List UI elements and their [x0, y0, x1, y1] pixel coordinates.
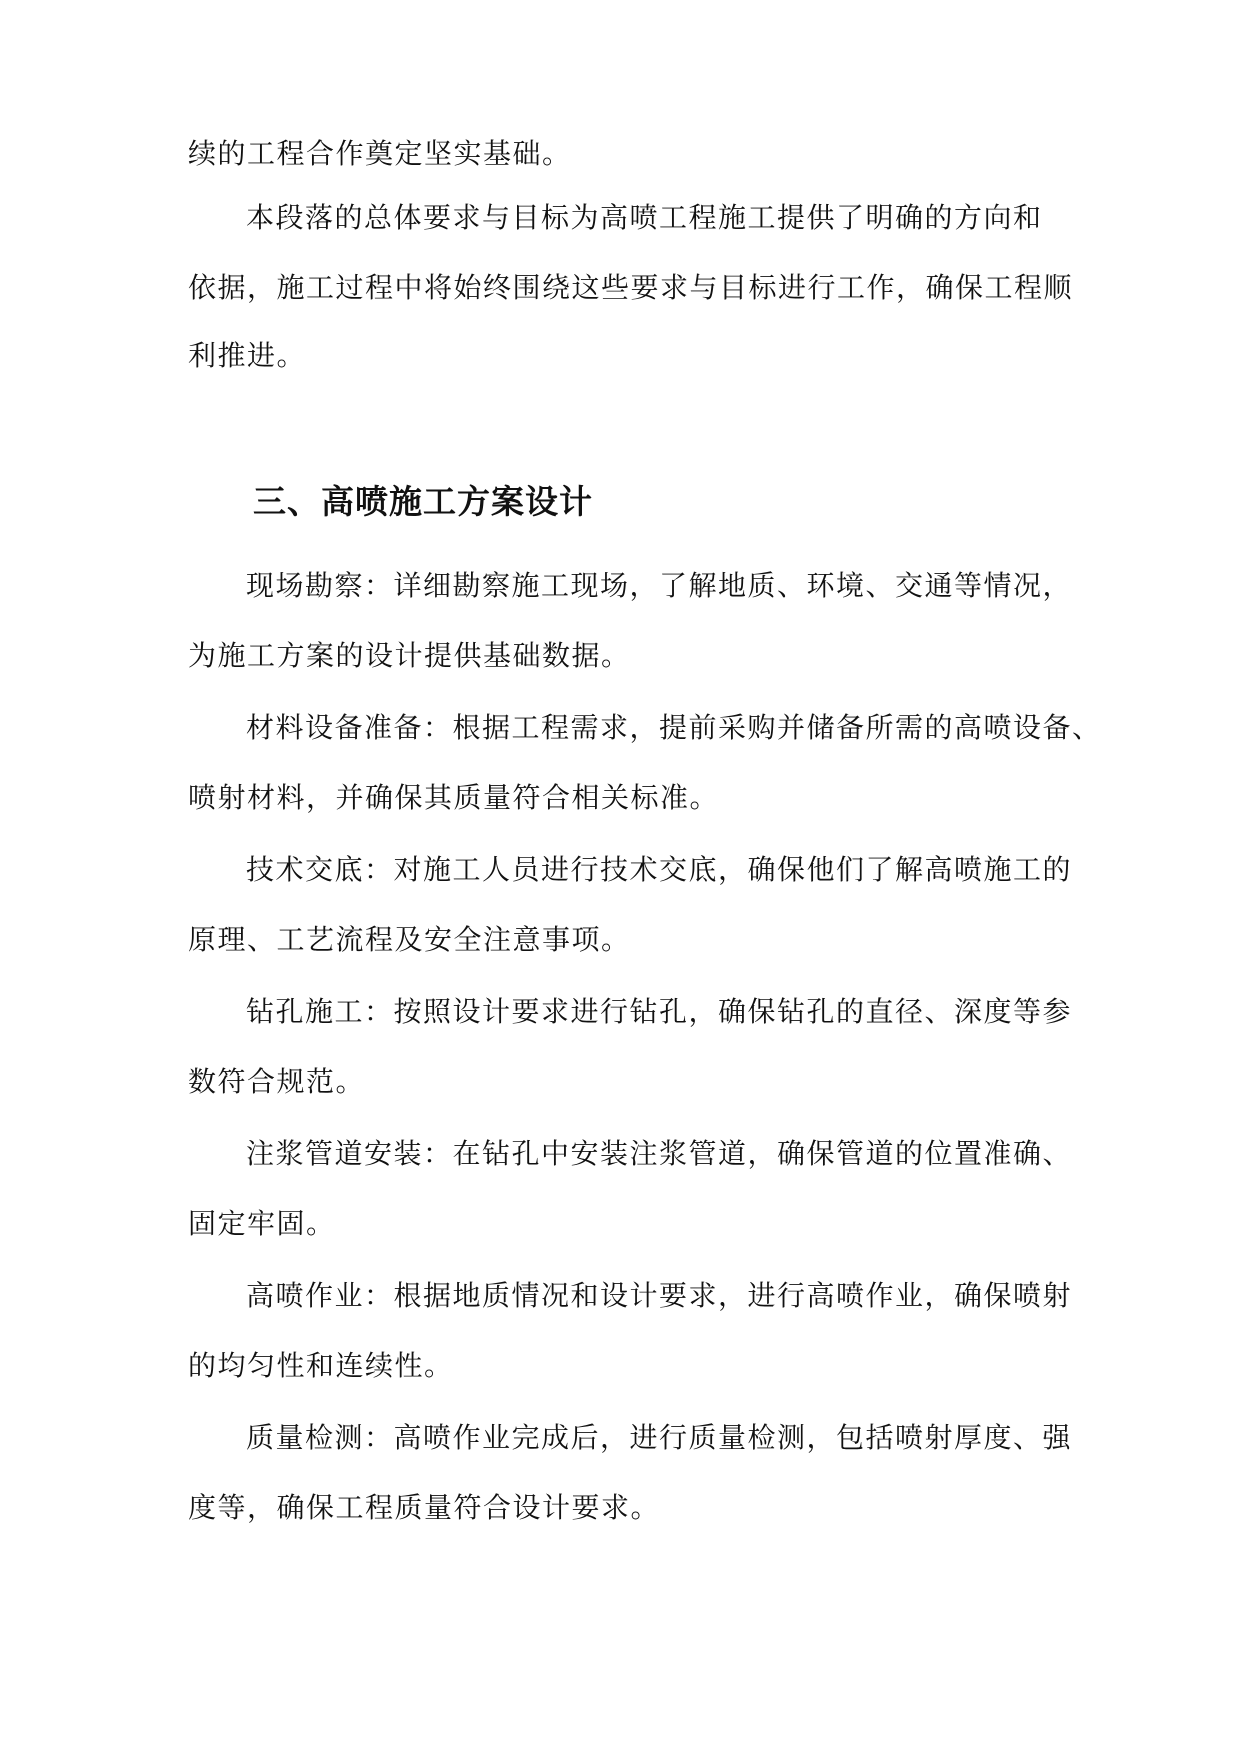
item-site-survey-line-2: 为施工方案的设计提供基础数据。 — [188, 639, 631, 672]
item-quality-inspection-line-2: 度等，确保工程质量符合设计要求。 — [188, 1491, 661, 1524]
summary-paragraph-line-3: 利推进。 — [188, 339, 307, 372]
summary-paragraph-line-2: 依据，施工过程中将始终围绕这些要求与目标进行工作，确保工程顺 — [188, 271, 1074, 304]
item-quality-inspection-line-1: 质量检测：高喷作业完成后，进行质量检测，包括喷射厚度、强 — [246, 1421, 1073, 1454]
item-drilling-line-1: 钻孔施工：按照设计要求进行钻孔，确保钻孔的直径、深度等参 — [246, 995, 1073, 1028]
item-site-survey-line-1: 现场勘察：详细勘察施工现场，了解地质、环境、交通等情况， — [246, 569, 1073, 602]
item-grouting-pipe-line-2: 固定牢固。 — [188, 1207, 336, 1240]
item-grouting-pipe-line-1: 注浆管道安装：在钻孔中安装注浆管道，确保管道的位置准确、 — [246, 1137, 1073, 1170]
item-jet-grouting-line-1: 高喷作业：根据地质情况和设计要求，进行高喷作业，确保喷射 — [246, 1279, 1073, 1312]
item-drilling-line-2: 数符合规范。 — [188, 1065, 366, 1098]
item-technical-briefing-line-1: 技术交底：对施工人员进行技术交底，确保他们了解高喷施工的 — [246, 853, 1073, 886]
item-materials-line-1: 材料设备准备：根据工程需求，提前采购并储备所需的高喷设备、 — [246, 711, 1102, 744]
item-materials-line-2: 喷射材料，并确保其质量符合相关标准。 — [188, 781, 720, 814]
intro-continuation-line: 续的工程合作奠定坚实基础。 — [188, 137, 572, 170]
section-heading: 三、高喷施工方案设计 — [253, 482, 593, 521]
item-jet-grouting-line-2: 的均匀性和连续性。 — [188, 1349, 454, 1382]
item-technical-briefing-line-2: 原理、工艺流程及安全注意事项。 — [188, 923, 631, 956]
summary-paragraph-line-1: 本段落的总体要求与目标为高喷工程施工提供了明确的方向和 — [246, 201, 1043, 234]
